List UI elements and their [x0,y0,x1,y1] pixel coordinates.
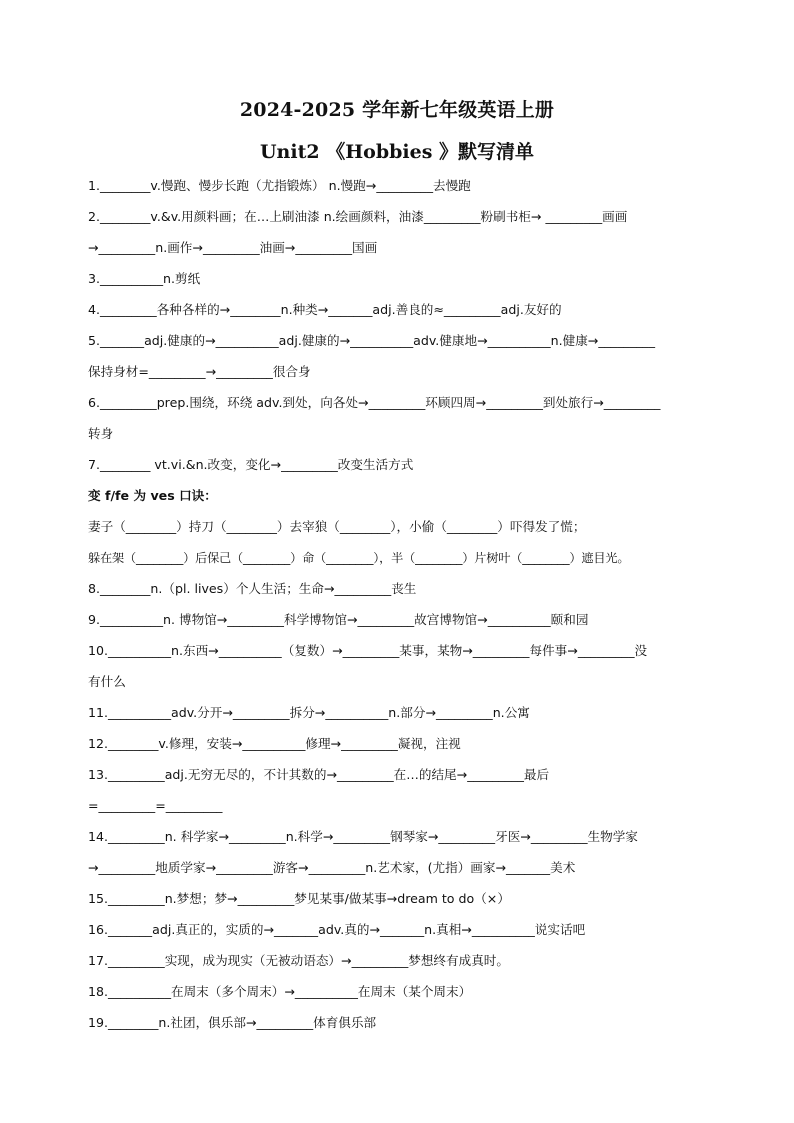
page-subtitle: Unit2 《Hobbies 》默写清单 [259,141,535,163]
dictation-list [88,174,708,1042]
item-line: 5._______adj.健康的→__________adj.健康的→__________adv.健康地→__________n.健康→_________ [88,333,656,348]
rhyme-line: 妻子（________）持刀（________）去宰狼（________），小偷（________）吓得发了慌； [88,519,586,534]
item-line-continued: →_________地质学家→_________游客→_________n.艺术家，(尤指）画家→_______美术 [88,860,576,875]
item-line: 18.__________在周末（多个周末）→__________在周末（某个周末） [88,984,472,999]
item-line-continued: =_________=_________ [88,798,223,813]
item-line: 9.__________n. 博物馆→_________科学博物馆→_________故宫博物馆→__________颐和园 [88,612,589,627]
item-line: 1.________v.慢跑、慢步长跑（尤指锻炼） n.慢跑→_________去慢跑 [88,178,471,193]
item-line-continued: →_________n.画作→_________油画→_________国画 [88,240,378,255]
item-line: 14._________n. 科学家→_________n.科学→_________钢琴家→_________牙医→_________生物学家 [88,829,638,844]
item-line: 10.__________n.东西→__________（复数）→_________某事，某物→_________每件事→_________没 [88,643,648,658]
item-line: 16._______adj.真正的，实质的→_______adv.真的→_______n.真相→__________说实话吧 [88,922,586,937]
page-title: 2024-2025 学年新七年级英语上册 [239,99,555,121]
item-line: 4._________各种各样的→________n.种类→_______adj.善良的≈_________adj.友好的 [88,302,562,317]
item-line: 17._________实现，成为现实（无被动语态）→_________梦想终有成真时。 [88,953,509,968]
item-line: 12.________v.修理，安装→__________修理→_________凝视，注视 [88,736,461,751]
item-line: 11.__________adv.分开→_________拆分→__________n.部分→_________n.公寓 [88,705,530,720]
item-line-continued: 转身 [88,426,114,441]
item-line-continued: 保持身材=_________→_________很合身 [88,364,311,379]
section-heading: 变 f/fe 为 ves 口诀： [88,488,217,503]
item-line: 3.__________n.剪纸 [88,271,201,286]
item-line: 7.________ vt.vi.&n.改变，变化→_________改变生活方式 [88,457,414,472]
item-line: 8.________n.（pl. lives）个人生活；生命→_________丧生 [88,581,417,596]
item-line: 19.________n.社团，俱乐部→_________体育俱乐部 [88,1015,377,1030]
rhyme-line: 躲在架（________）后保己（________）命（________），半（________）片树叶（________）遮目光。 [88,551,630,565]
item-line-continued: 有什么 [88,674,126,689]
item-line: 15._________n.梦想；梦→_________梦见某事/做某事→dream to do（×） [88,891,510,906]
item-line: 6._________prep.围绕，环绕 adv.到处，向各处→_________环顾四周→_________到处旅行→_________ [88,395,661,410]
item-line: 2.________v.&v.用颜料画；在…上刷油漆 n.绘画颜料，油漆_________粉刷书柜→ _________画画 [88,209,628,224]
item-line: 13._________adj.无穷无尽的，不计其数的→_________在…的结尾→_________最后 [88,767,550,782]
